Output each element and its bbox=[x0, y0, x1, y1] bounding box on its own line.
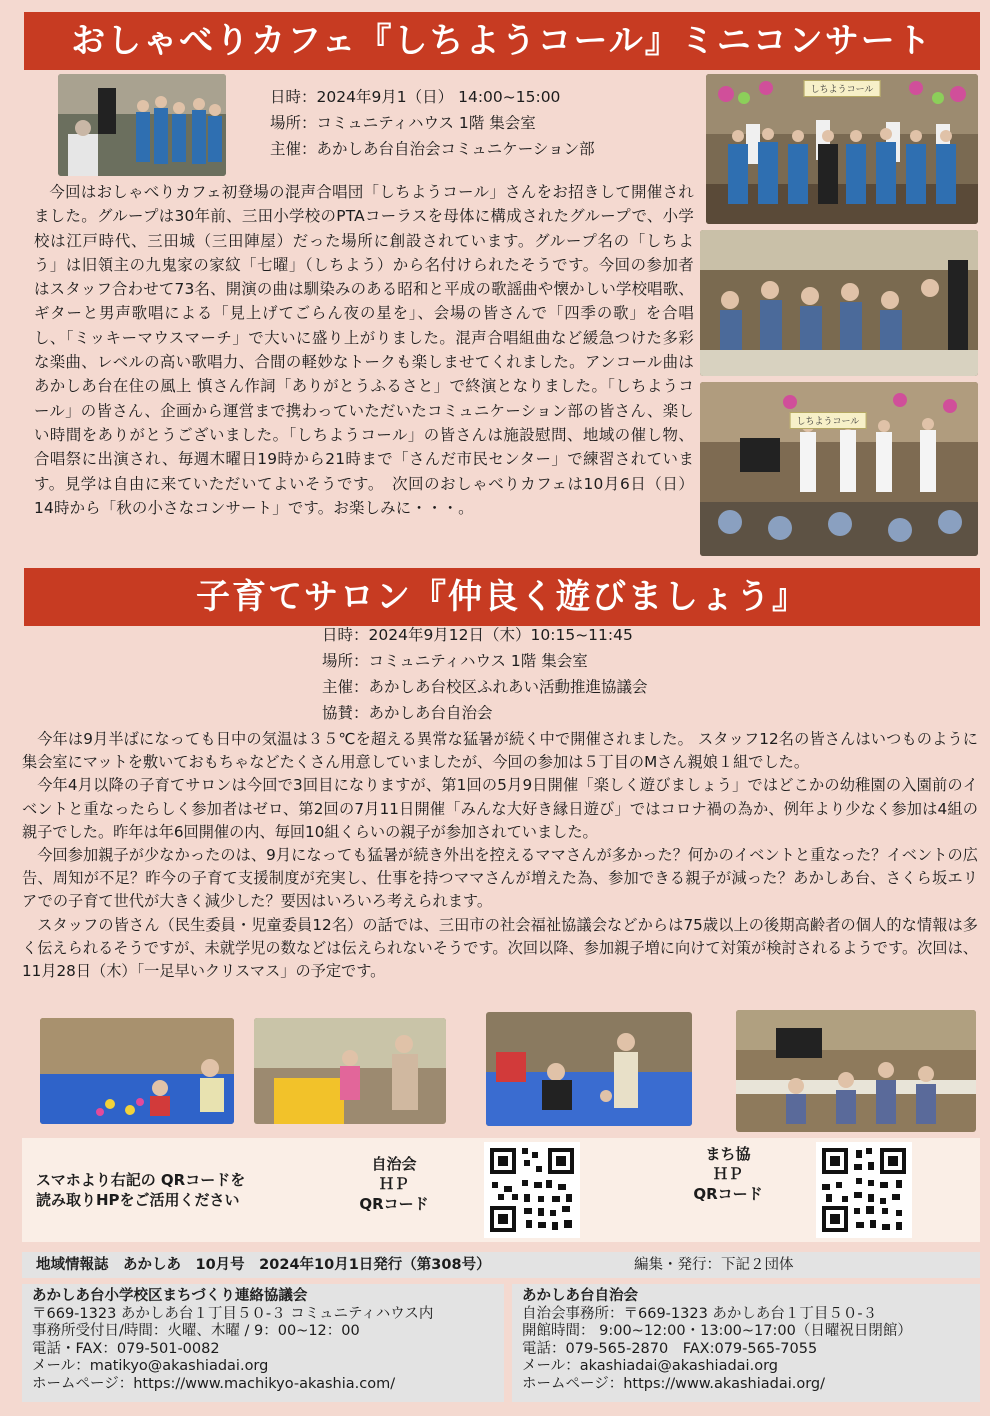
machikyo-qr-caption-line: QRコード bbox=[693, 1185, 763, 1203]
salon-photo-3 bbox=[486, 1012, 692, 1126]
choir-photo-small bbox=[58, 74, 226, 176]
section1-info-date: 日時：2024年9月1（日） 14:00~15:00 bbox=[270, 88, 561, 106]
salon-photo-4-image bbox=[736, 1010, 976, 1132]
qr-instruction-line2: 読み取りHPをご活用ください bbox=[36, 1191, 240, 1209]
section2-paragraph: 今年4月以降の子育てサロンは今回で3回目になりますが、第1回の5月9日開催「楽しく遊びましょう」ではどこかの幼稚園の入園前のイベントと重なったらしく参加者はゼロ、第2回の7月11日開催「みんな大好き縁日遊び」ではコロナ禍の為か、例年より少なく参加は4組の親子でした。昨年は年6回開催の内、毎回10組くらいの親子が参加されていました。 bbox=[22, 776, 978, 841]
choir-group-photo bbox=[706, 74, 978, 224]
section1-info-host: 主催：あかしあ台自治会コミュニケーション部 bbox=[270, 140, 595, 158]
section2-info-date: 日時：2024年9月12日（木）10:15~11:45 bbox=[322, 626, 633, 644]
org-machikyo-name: あかしあ台小学校区まちづくり連絡協議会 bbox=[32, 1288, 308, 1304]
org-jichikai-address: 自治会事務所：〒669-1323 あかしあ台１丁目５０-３ bbox=[522, 1305, 878, 1322]
section1-body bbox=[34, 180, 694, 520]
section2-info bbox=[322, 622, 648, 726]
section1-title: おしゃべりカフェ『しちようコール』ミニコンサート bbox=[24, 12, 980, 70]
singers-photo-image bbox=[700, 382, 978, 556]
machikyo-qr-caption bbox=[668, 1144, 788, 1204]
org-jichikai-hours: 開館時間： 9:00~12:00・13:00~17:00（日曜祝日閉館） bbox=[522, 1323, 912, 1340]
jichikai-qr-caption-line: ＨＰ bbox=[378, 1175, 409, 1193]
issue-info: 地域情報誌 あかしあ 10月号 2024年10月1日発行（第308号） bbox=[36, 1257, 491, 1273]
org-jichikai-name: あかしあ台自治会 bbox=[522, 1288, 638, 1304]
qr-instruction bbox=[36, 1170, 326, 1210]
section2-info-host: 主催：あかしあ台校区ふれあい活動推進協議会 bbox=[322, 678, 648, 696]
section1-info bbox=[270, 84, 595, 162]
section1-paragraph: 今回はおしゃべりカフェ初登場の混声合唱団「しちようコール」さんをお招きして開催されました。グループは30年前、三田小学校のPTAコーラスを母体に構成されたグループで、小学校は江戸時代、三田城（三田陣屋）だった場所に創設されています。グループ名の「しちよう」は旧領主の九鬼家の家紋「七曜」（しちよう）から名付けられたそうです。今回の参加者はスタッフ合わせて73名、開演の曲は馴染みのある昭和と平成の歌謡曲や懐かしい学校唱歌、ギターと男声歌唱による「見上げてごらん夜の星を」、会場の皆さんで「四季の歌」を合唱し、「ミッキーマウスマーチ」で大いに盛り上がりました。混声合唱組曲など緩急つけた多彩な楽曲、レベルの高い歌唱力、合間の軽妙なトークも楽しませてくれました。アンコール曲はあかしあ台在住の風上 慎さん作詞「ありがとうふるさと」で終演となりました。「しちようコール」の皆さん、企画から運営まで携わっていただいたコミュニケーション部の皆さん、楽しい時間をありがとうございました。「しちようコール」の皆さんは施設慰問、地域の催し物、合唱祭に出演され、毎週木曜日19時から21時まで「さんだ市民センター」で練習されています。見学は自由に来ていただいてよいそうです。 次回のおしゃべりカフェは10月6日（日）14時から「秋の小さなコンサート」です。お楽しみに・・・。 bbox=[34, 183, 694, 517]
jichikai-qr-caption bbox=[334, 1154, 454, 1214]
salon-photo-1-image bbox=[40, 1018, 234, 1124]
section2-paragraph: スタッフの皆さん（民生委員・児童委員12名）の話では、三田市の社会福祉協議会などからは75歳以上の後期高齢者の個人的な情報は多く伝えられるそうですが、未就学児の数などは伝えられないそうです。次回以降、参加親子増に向けて対策が検討されるようです。次回は、11月28日（木）「一足早いクリスマス」の予定です。 bbox=[22, 915, 978, 981]
org-machikyo-homepage[interactable]: ホームページ：https://www.machikyo-akashia.com/ bbox=[32, 1375, 396, 1392]
jichikai-qr-code[interactable] bbox=[484, 1142, 580, 1238]
publisher-info: 編集・発行：下記２団体 bbox=[634, 1257, 794, 1273]
section2-info-place: 場所：コミュニティハウス 1階 集会室 bbox=[322, 652, 588, 670]
machikyo-qr-code[interactable] bbox=[816, 1142, 912, 1238]
section2-body bbox=[22, 728, 978, 983]
qr-code-icon bbox=[816, 1142, 912, 1238]
choir-photo-small-image bbox=[58, 74, 226, 176]
singers-photo bbox=[700, 382, 978, 556]
jichikai-qr-caption-line: 自治会 bbox=[371, 1155, 417, 1173]
salon-photo-4 bbox=[736, 1010, 976, 1132]
audience-photo bbox=[700, 230, 978, 376]
audience-photo-image bbox=[700, 230, 978, 376]
jichikai-qr-caption-line: QRコード bbox=[359, 1195, 429, 1213]
qr-code-icon bbox=[484, 1142, 580, 1238]
machikyo-qr-caption-line: まち協 bbox=[705, 1145, 751, 1163]
org-jichikai-homepage[interactable]: ホームページ：https://www.akashiadai.org/ bbox=[522, 1375, 826, 1392]
salon-photo-2 bbox=[254, 1018, 446, 1124]
org-machikyo bbox=[22, 1284, 504, 1402]
org-machikyo-address: 〒669-1323 あかしあ台１丁目５０-３ コミュニティハウス内 bbox=[32, 1305, 434, 1322]
section2-info-sponsor: 協賛：あかしあ台自治会 bbox=[322, 704, 493, 722]
org-machikyo-hours: 事務所受付日/時間：火曜、木曜 / 9：00~12：00 bbox=[32, 1323, 360, 1340]
org-jichikai-email[interactable]: メール：akashiadai@akashiadai.org bbox=[522, 1358, 778, 1375]
org-machikyo-phone: 電話・FAX：079-501-0082 bbox=[32, 1340, 220, 1357]
qr-section bbox=[22, 1138, 980, 1242]
section1-info-place: 場所：コミュニティハウス 1階 集会室 bbox=[270, 114, 536, 132]
salon-photo-2-image bbox=[254, 1018, 446, 1124]
section2-paragraph: 今回参加親子が少なかったのは、9月になっても猛暑が続き外出を控えるママさんが多かった？何かのイベントと重なった？イベントの広告、周知が不足？昨今の子育て支援制度が充実し、仕事を持つママさんが増えた為、参加できる親子が減った？あかしあ台、さくら坂エリアでの子育て世代が大きく減少した？要因はいろいろ考えられます。 bbox=[22, 846, 978, 911]
org-machikyo-email[interactable]: メール：matikyo@akashiadai.org bbox=[32, 1358, 269, 1375]
org-jichikai bbox=[512, 1284, 980, 1402]
section2-title: 子育てサロン『仲良く遊びましょう』 bbox=[24, 568, 980, 626]
singers-sign: しちようコール bbox=[789, 412, 866, 429]
qr-instruction-line1: スマホより右記の QRコードを bbox=[36, 1171, 246, 1189]
issue-bar bbox=[22, 1252, 980, 1278]
salon-photo-3-image bbox=[486, 1012, 692, 1126]
salon-photo-1 bbox=[40, 1018, 234, 1124]
section2-paragraph: 今年は9月半ばになっても日中の気温は３５℃を超える異常な猛暑が続く中で開催されました。 スタッフ12名の皆さんはいつものように集会室にマットを敷いておもちゃなどたくさん用意していましたが、今回の参加は５丁目のMさん親娘１組でした。 bbox=[22, 730, 978, 772]
choir-sign: しちようコール bbox=[804, 80, 881, 97]
machikyo-qr-caption-line: ＨＰ bbox=[712, 1165, 743, 1183]
org-jichikai-phone: 電話：079-565-2870 FAX:079-565-7055 bbox=[522, 1340, 818, 1357]
